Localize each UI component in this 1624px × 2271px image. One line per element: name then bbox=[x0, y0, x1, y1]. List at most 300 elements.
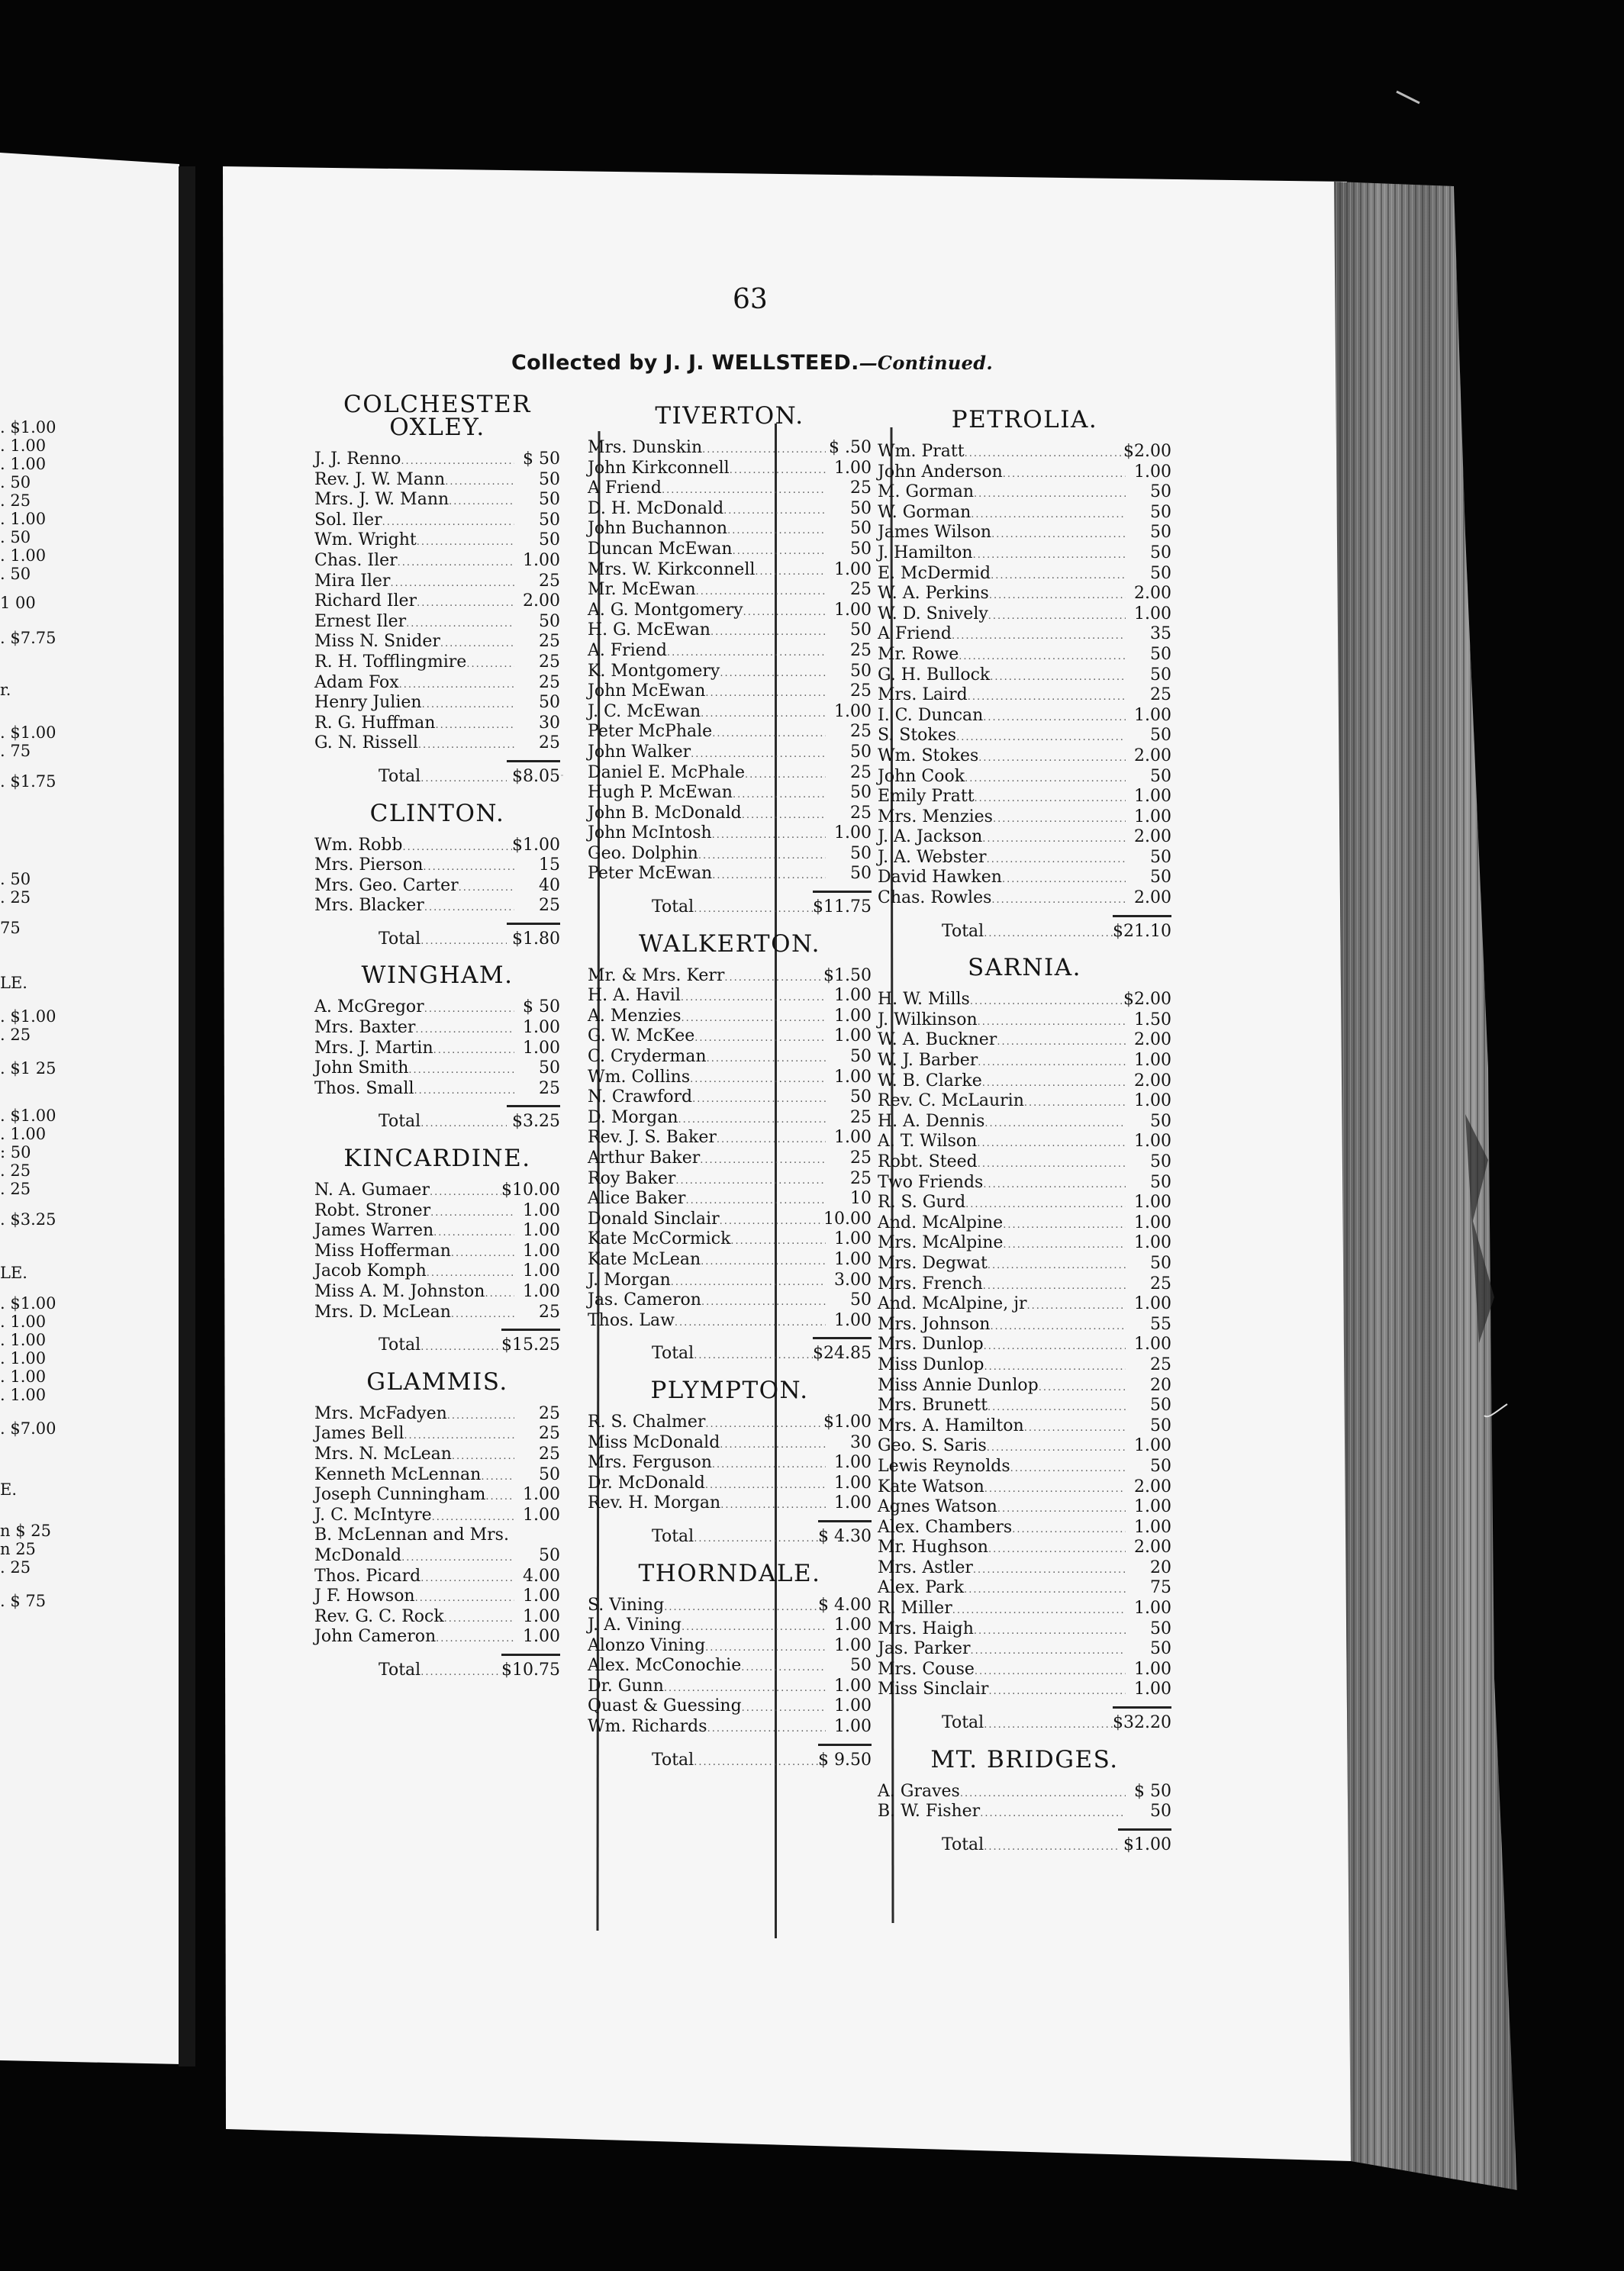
total-row bbox=[878, 1828, 1171, 1854]
contributor-name: John Buchannon bbox=[588, 519, 728, 539]
dot-leader bbox=[964, 1580, 1126, 1601]
contribution-amount: 40 bbox=[539, 875, 560, 895]
contribution-amount: 50 bbox=[1150, 1172, 1171, 1192]
contributor-name: H. G. McEwan bbox=[588, 620, 710, 640]
contributor-name: Miss McDonald bbox=[588, 1432, 720, 1452]
contributor-name: John Cameron bbox=[314, 1627, 437, 1647]
contribution-amount: 1.00 bbox=[834, 559, 872, 579]
contribution-amount: 50 bbox=[850, 1290, 872, 1310]
contribution-amount: 1.00 bbox=[834, 1229, 872, 1249]
contributor-name: Sol. Iler bbox=[314, 510, 382, 530]
left-page-fragment: . 1.00 bbox=[0, 1367, 47, 1386]
contribution-amount: 1.00 bbox=[523, 1241, 560, 1261]
contribution-row bbox=[314, 1506, 560, 1526]
left-page-fragment: . $1.75 bbox=[0, 772, 56, 791]
contributor-name: H. W. Mills bbox=[878, 990, 970, 1010]
contribution-amount: 50 bbox=[850, 1656, 872, 1676]
contribution-amount: 50 bbox=[539, 530, 560, 550]
left-page-fragment: . 50 bbox=[0, 565, 31, 583]
contributor-name: Emily Pratt bbox=[878, 787, 975, 807]
contribution-row bbox=[878, 1518, 1171, 1538]
contributor-name: Miss Hofferman bbox=[314, 1241, 451, 1261]
dot-leader bbox=[705, 1415, 823, 1435]
contribution-amount: 1.00 bbox=[523, 1261, 560, 1281]
contribution-row bbox=[588, 1474, 872, 1494]
contributor-name: John Kirkconnell bbox=[588, 458, 730, 478]
contribution-row bbox=[588, 1433, 872, 1454]
contribution-amount: 50 bbox=[1150, 502, 1171, 522]
contribution-row bbox=[878, 584, 1171, 604]
dot-leader bbox=[420, 1569, 514, 1590]
contributor-name: Mrs. Ferguson bbox=[588, 1453, 712, 1473]
contribution-row bbox=[878, 1376, 1171, 1396]
contribution-amount: 25 bbox=[539, 1424, 560, 1444]
location-section bbox=[878, 1745, 1171, 1854]
contributor-name: Mr. & Mrs. Kerr bbox=[588, 965, 725, 985]
contribution-amount: 1.00 bbox=[1134, 1517, 1171, 1537]
contributor-name: Rev. C. McLaurin bbox=[878, 1091, 1024, 1111]
dot-leader bbox=[445, 472, 514, 493]
contributor-name: I. C. Duncan bbox=[878, 705, 984, 725]
dot-leader bbox=[730, 1232, 826, 1252]
contribution-row bbox=[588, 1210, 872, 1230]
dot-leader bbox=[712, 866, 826, 887]
contributor-name: Mr. Hughson bbox=[878, 1538, 988, 1557]
dot-leader bbox=[984, 924, 1113, 945]
contribution-row bbox=[588, 438, 872, 459]
dot-leader bbox=[965, 1195, 1126, 1216]
dot-leader bbox=[989, 586, 1126, 607]
dot-leader bbox=[975, 789, 1126, 810]
contribution-row bbox=[588, 1108, 872, 1129]
contribution-amount: 25 bbox=[850, 803, 872, 823]
contribution-row bbox=[878, 726, 1171, 746]
contribution-row bbox=[314, 1018, 560, 1039]
contribution-amount: 1.00 bbox=[523, 1505, 560, 1525]
contributor-name: Mrs. Blacker bbox=[314, 896, 424, 916]
contributor-name: J. C. McIntyre bbox=[314, 1505, 432, 1525]
dot-leader bbox=[988, 1682, 1126, 1702]
contributor-name: W. D. Snively bbox=[878, 604, 988, 623]
dot-leader bbox=[956, 728, 1126, 749]
contribution-amount: 1.00 bbox=[1134, 1436, 1171, 1456]
contributor-name: Wm. Pratt bbox=[878, 442, 965, 461]
contributor-name: Chas. Rowles bbox=[878, 888, 992, 908]
total-row bbox=[314, 760, 560, 786]
contribution-row bbox=[314, 1546, 560, 1567]
contribution-amount: 2.00 bbox=[1134, 1071, 1171, 1090]
contribution-amount: 1.00 bbox=[1134, 1335, 1171, 1355]
contributor-name: Arthur Baker bbox=[588, 1148, 701, 1168]
contributor-name: W. B. Clarke bbox=[878, 1071, 982, 1090]
contribution-amount: 1.00 bbox=[523, 1282, 560, 1301]
dot-leader bbox=[987, 850, 1126, 871]
contributor-name: Kenneth McLennan bbox=[314, 1464, 482, 1484]
dot-leader bbox=[978, 1053, 1126, 1074]
contribution-amount: $2.00 bbox=[1123, 990, 1171, 1010]
contribution-row bbox=[588, 1047, 872, 1068]
contribution-amount: 50 bbox=[850, 1047, 872, 1067]
contribution-row bbox=[314, 876, 560, 897]
contributor-name: Daniel E. McPhale bbox=[588, 762, 746, 782]
dot-leader bbox=[451, 1305, 514, 1326]
contribution-row bbox=[588, 1068, 872, 1088]
dot-leader bbox=[690, 1070, 826, 1090]
contributor-name: Peter McPhale bbox=[588, 722, 713, 742]
contributor-name: B. McLennan and Mrs. bbox=[314, 1525, 509, 1545]
contribution-amount: 50 bbox=[539, 490, 560, 510]
contribution-amount: 1.00 bbox=[1134, 705, 1171, 725]
total-amount: $32.20 bbox=[1113, 1706, 1171, 1734]
contributor-name: Peter McEwan bbox=[588, 864, 713, 884]
dot-leader bbox=[418, 736, 514, 756]
dot-leader bbox=[982, 829, 1126, 850]
left-page-fragment: . 25 bbox=[0, 1161, 31, 1180]
contribution-amount: 25 bbox=[539, 1403, 560, 1423]
dot-leader bbox=[990, 668, 1126, 688]
contributor-name: Mrs. Dunskin bbox=[588, 438, 703, 457]
dot-leader bbox=[988, 607, 1126, 627]
dot-leader bbox=[720, 1212, 823, 1232]
dot-leader bbox=[435, 716, 514, 736]
contribution-row bbox=[588, 823, 872, 844]
contribution-amount: $1.00 bbox=[823, 1412, 872, 1432]
dot-leader bbox=[978, 1013, 1126, 1033]
contributor-name: C. Cryderman bbox=[588, 1047, 707, 1067]
contributor-name: G. N. Rissell bbox=[314, 733, 418, 753]
contribution-amount: 1.00 bbox=[834, 1067, 872, 1087]
contribution-amount: $ .50 bbox=[829, 438, 872, 457]
dot-leader bbox=[701, 1293, 826, 1313]
contribution-row bbox=[314, 997, 560, 1018]
contribution-amount: 50 bbox=[1150, 563, 1171, 583]
location-title: COLCHESTER OXLEY. bbox=[343, 391, 531, 441]
contribution-row bbox=[588, 966, 872, 987]
contribution-amount: 50 bbox=[1150, 1152, 1171, 1171]
contribution-row bbox=[314, 1079, 560, 1100]
dot-leader bbox=[675, 1313, 826, 1334]
dot-leader bbox=[451, 1244, 514, 1264]
contributor-name: Adam Fox bbox=[314, 672, 399, 692]
contributor-name: R. H. Tofflingmire bbox=[314, 652, 467, 672]
location-section bbox=[588, 402, 872, 917]
contribution-row bbox=[878, 1010, 1171, 1031]
dot-leader bbox=[720, 1496, 826, 1516]
contributor-name: Kate Watson bbox=[878, 1477, 984, 1496]
dot-leader bbox=[984, 1358, 1126, 1378]
contribution-row bbox=[314, 1445, 560, 1465]
contribution-amount: 1.00 bbox=[1134, 462, 1171, 482]
contribution-amount: 25 bbox=[850, 580, 872, 600]
contributor-name: Kate McCormick bbox=[588, 1229, 731, 1249]
contribution-amount: 1.00 bbox=[834, 823, 872, 843]
dot-leader bbox=[417, 533, 514, 553]
location-section bbox=[314, 1367, 560, 1680]
contributor-name: N. Crawford bbox=[588, 1087, 693, 1107]
dot-leader bbox=[712, 724, 826, 745]
contribution-row bbox=[588, 1677, 872, 1697]
contribution-row bbox=[588, 540, 872, 560]
contributor-name: Wm. Collins bbox=[588, 1067, 691, 1087]
left-page-fragment: LE. bbox=[0, 1264, 27, 1282]
contributor-name: McDonald bbox=[314, 1545, 402, 1565]
left-page-fragment: . 1.00 bbox=[0, 436, 47, 455]
dot-leader bbox=[705, 684, 826, 704]
left-page-fragment: E. bbox=[0, 1480, 18, 1499]
contributor-name: Miss Dunlop bbox=[878, 1355, 984, 1374]
contributor-name: Mrs. D. McLean bbox=[314, 1302, 451, 1322]
contribution-amount: 25 bbox=[539, 1078, 560, 1098]
contributor-name: N. A. Gumaer bbox=[314, 1181, 430, 1200]
contribution-amount: 25 bbox=[1150, 1355, 1171, 1374]
dot-leader bbox=[1003, 465, 1126, 485]
contribution-row bbox=[588, 1656, 872, 1677]
dot-leader bbox=[971, 505, 1126, 526]
contribution-amount: 1.00 bbox=[1134, 1680, 1171, 1699]
contribution-row bbox=[314, 1607, 560, 1628]
dot-leader bbox=[430, 1203, 514, 1224]
location-section bbox=[588, 1376, 872, 1546]
dot-leader bbox=[1002, 870, 1126, 891]
contribution-amount: 25 bbox=[1150, 685, 1171, 705]
contributor-name: Rev. J. W. Mann bbox=[314, 469, 446, 489]
contribution-row bbox=[878, 827, 1171, 848]
dot-leader bbox=[682, 1618, 826, 1638]
left-page-fragment: . 1.00 bbox=[0, 1331, 47, 1349]
dot-leader bbox=[968, 688, 1126, 708]
contribution-row bbox=[878, 1193, 1171, 1213]
left-page-fragment: . 25 bbox=[0, 1180, 31, 1198]
page-heading bbox=[511, 351, 993, 375]
location-title: GLAMMIS. bbox=[366, 1367, 508, 1396]
total-row bbox=[314, 1654, 560, 1680]
contributor-name: D. H. McDonald bbox=[588, 498, 724, 518]
contribution-row bbox=[314, 511, 560, 531]
contribution-row bbox=[588, 1271, 872, 1291]
left-page-fragment: . $1.00 bbox=[0, 1007, 56, 1026]
left-page-fragment: . $7.00 bbox=[0, 1419, 56, 1438]
contribution-amount: 1.00 bbox=[1134, 604, 1171, 623]
left-page-fragment: . 75 bbox=[0, 742, 31, 760]
contributor-name: Dr. McDonald bbox=[588, 1473, 705, 1493]
contribution-amount: 50 bbox=[1150, 1111, 1171, 1131]
contributor-name: Wm. Richards bbox=[588, 1717, 707, 1737]
contributor-name: H. A. Havil bbox=[588, 986, 681, 1006]
contributor-name: James Bell bbox=[314, 1424, 404, 1444]
contribution-amount: 50 bbox=[1150, 1253, 1171, 1273]
left-page-fragment: . 1.00 bbox=[0, 546, 47, 565]
contribution-amount: 50 bbox=[539, 469, 560, 489]
dot-leader bbox=[694, 1753, 818, 1773]
contributor-name: D. Morgan bbox=[588, 1107, 678, 1127]
dot-leader bbox=[414, 1081, 515, 1102]
total-amount: $15.25 bbox=[501, 1329, 560, 1356]
contributor-name: Mrs. Menzies bbox=[878, 807, 993, 826]
dot-leader bbox=[401, 452, 514, 472]
contributor-name: Roy Baker bbox=[588, 1168, 676, 1188]
location-section bbox=[588, 1559, 872, 1770]
contribution-row bbox=[314, 530, 560, 551]
contribution-row bbox=[878, 1416, 1171, 1437]
column-middle bbox=[588, 397, 872, 1785]
dot-leader bbox=[707, 1049, 826, 1070]
contribution-row bbox=[588, 986, 872, 1007]
contributor-name: Chas. Iler bbox=[314, 550, 398, 570]
dot-leader bbox=[984, 1337, 1126, 1358]
contributor-name: Mrs. Dunlop bbox=[878, 1335, 984, 1355]
contributor-name: J. A. Jackson bbox=[878, 827, 983, 847]
contribution-amount: 1.00 bbox=[523, 1586, 560, 1606]
contributor-name: Alice Baker bbox=[588, 1189, 686, 1209]
contribution-amount: 1.00 bbox=[1134, 1091, 1171, 1111]
contributor-name: Mr. McEwan bbox=[588, 580, 696, 600]
contributor-name: Geo. Dolphin bbox=[588, 843, 698, 863]
contribution-amount: 1.00 bbox=[834, 1249, 872, 1269]
contributor-name: B. W. Fisher bbox=[878, 1802, 981, 1822]
dot-leader bbox=[440, 634, 514, 655]
contribution-row bbox=[878, 1051, 1171, 1071]
contribution-amount: 1.00 bbox=[1134, 1497, 1171, 1517]
contribution-row bbox=[314, 714, 560, 734]
contribution-row bbox=[588, 601, 872, 621]
left-page-fragment: 1 00 bbox=[0, 594, 36, 612]
left-page-fragment: . 1.00 bbox=[0, 1349, 47, 1367]
contributor-name: Thos. Law bbox=[588, 1310, 675, 1330]
contribution-amount: 3.00 bbox=[834, 1270, 872, 1290]
contribution-row bbox=[878, 1030, 1171, 1051]
contribution-row bbox=[588, 722, 872, 743]
dot-leader bbox=[959, 647, 1126, 668]
left-page-fragment: . $7.75 bbox=[0, 629, 56, 647]
contribution-amount: 50 bbox=[1150, 1619, 1171, 1638]
location-title: THORNDALE. bbox=[638, 1559, 821, 1587]
contribution-row bbox=[588, 662, 872, 682]
contribution-row bbox=[314, 1303, 560, 1323]
dot-leader bbox=[727, 521, 826, 542]
contributor-name: Wm. Stokes bbox=[878, 746, 979, 765]
contribution-amount: $2.00 bbox=[1123, 442, 1171, 461]
contribution-row bbox=[878, 1173, 1171, 1193]
contribution-row bbox=[588, 641, 872, 662]
contributor-name: Miss Annie Dunlop bbox=[878, 1375, 1039, 1395]
location-section bbox=[314, 1145, 560, 1355]
dot-leader bbox=[415, 1589, 514, 1609]
contributor-name: A. McGregor bbox=[314, 997, 424, 1017]
left-page-fragment: LE. bbox=[0, 974, 27, 992]
contribution-row bbox=[878, 1254, 1171, 1274]
contribution-amount: 1.00 bbox=[1134, 807, 1171, 826]
dot-leader bbox=[982, 1074, 1126, 1094]
contributor-name: A Friend bbox=[878, 624, 952, 644]
contribution-row bbox=[314, 1525, 560, 1546]
contribution-row bbox=[588, 1189, 872, 1210]
book-gutter bbox=[179, 166, 195, 2066]
total-label: Total bbox=[652, 1526, 694, 1546]
dot-leader bbox=[424, 898, 514, 919]
contribution-amount: 25 bbox=[539, 652, 560, 672]
contributor-name: Richard Iler bbox=[314, 591, 417, 611]
dot-leader bbox=[423, 858, 514, 878]
dot-leader bbox=[420, 1338, 501, 1358]
contributor-name: Duncan McEwan bbox=[588, 539, 733, 559]
left-page-fragment: r. bbox=[0, 681, 11, 699]
contribution-row bbox=[314, 1242, 560, 1262]
contribution-amount: 2.00 bbox=[1134, 888, 1171, 908]
contribution-amount: 1.00 bbox=[834, 600, 872, 620]
total-amount: $11.75 bbox=[813, 891, 872, 918]
column-right bbox=[878, 401, 1171, 1870]
dot-leader bbox=[430, 1183, 501, 1203]
contribution-amount: 50 bbox=[850, 864, 872, 884]
contribution-row bbox=[878, 1436, 1171, 1457]
contribution-amount: 2.00 bbox=[1134, 746, 1171, 765]
contribution-amount: 50 bbox=[1150, 543, 1171, 562]
contributor-name: Kate McLean bbox=[588, 1249, 701, 1269]
contribution-row bbox=[878, 1558, 1171, 1579]
total-label: Total bbox=[942, 921, 984, 941]
dot-leader bbox=[701, 1252, 826, 1273]
contribution-row bbox=[878, 1619, 1171, 1640]
contribution-row bbox=[588, 1250, 872, 1271]
contribution-row bbox=[588, 1717, 872, 1738]
contribution-amount: 2.00 bbox=[1134, 584, 1171, 604]
dot-leader bbox=[971, 1641, 1126, 1662]
contribution-amount: 50 bbox=[850, 498, 872, 518]
contribution-amount: 1.00 bbox=[834, 1453, 872, 1473]
contribution-amount: 1.00 bbox=[834, 701, 872, 721]
contribution-row bbox=[588, 763, 872, 784]
contributor-name: Rev. H. Morgan bbox=[588, 1493, 721, 1513]
left-page-fragment: . 25 bbox=[0, 888, 31, 907]
contributor-name: Miss A. M. Johnston bbox=[314, 1282, 485, 1301]
contribution-amount: 1.00 bbox=[1134, 1051, 1171, 1071]
dot-leader bbox=[952, 627, 1126, 647]
contribution-row bbox=[588, 1636, 872, 1657]
contribution-row bbox=[588, 1007, 872, 1027]
contributor-name: Mr. Rowe bbox=[878, 644, 959, 664]
dot-leader bbox=[401, 1548, 514, 1569]
dot-leader bbox=[696, 582, 826, 603]
contribution-row bbox=[314, 1221, 560, 1242]
contributor-name: Mrs. J. Martin bbox=[314, 1038, 433, 1058]
contribution-row bbox=[588, 620, 872, 641]
dot-leader bbox=[723, 501, 826, 522]
contribution-row bbox=[588, 864, 872, 884]
contributor-name: E. McDermid bbox=[878, 563, 991, 583]
contribution-row bbox=[878, 1132, 1171, 1152]
dot-leader bbox=[452, 1447, 514, 1467]
contribution-amount: 50 bbox=[1150, 726, 1171, 746]
contribution-amount: 1.00 bbox=[1134, 1294, 1171, 1314]
contribution-amount: 1.00 bbox=[834, 458, 872, 478]
contribution-row bbox=[878, 685, 1171, 706]
contribution-amount: 50 bbox=[850, 661, 872, 681]
total-row bbox=[588, 1520, 872, 1546]
total-row bbox=[314, 1105, 560, 1132]
contribution-amount: 50 bbox=[1150, 1802, 1171, 1822]
contributor-name: J. Hamilton bbox=[878, 543, 973, 562]
contribution-row bbox=[878, 1213, 1171, 1234]
contribution-row bbox=[878, 1152, 1171, 1173]
contribution-amount: 25 bbox=[850, 762, 872, 782]
dot-leader bbox=[983, 1175, 1126, 1196]
contributor-name: A. Menzies bbox=[588, 1006, 682, 1026]
contribution-row bbox=[878, 1233, 1171, 1254]
left-page-fragment: . $1 25 bbox=[0, 1059, 56, 1078]
contributor-name: J. A. Webster bbox=[878, 847, 987, 867]
dot-leader bbox=[988, 1256, 1126, 1277]
total-label: Total bbox=[379, 929, 421, 949]
